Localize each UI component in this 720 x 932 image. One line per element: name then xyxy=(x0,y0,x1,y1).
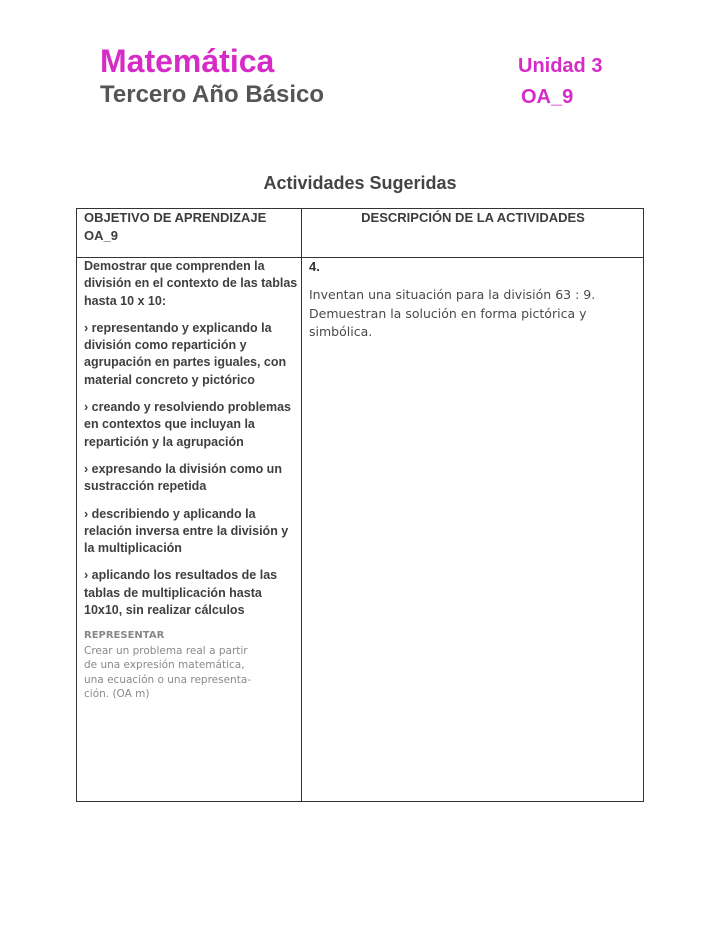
objective-header-code: OA_9 xyxy=(84,228,118,243)
activity-description xyxy=(309,286,635,342)
skill-line: Crear un problema real a partir xyxy=(84,644,248,657)
objective-point: › describiendo y aplicando la relación inversa entre la división y la multiplicación xyxy=(84,506,289,556)
skill-line: una ecuación o una representa- xyxy=(84,673,252,686)
skill-line: ción. (OA m) xyxy=(84,688,150,701)
objective-point: › creando y resolviendo problemas en contextos que incluyan la repartición y la agrupación xyxy=(84,400,292,449)
objective-header-line: OBJETIVO DE APRENDIZAJE xyxy=(84,210,267,225)
objective-intro: Demostrar que comprenden la división en el contexto de las tablas hasta 10 x 10: xyxy=(84,259,298,308)
column-divider xyxy=(301,209,302,801)
objective-code-label: OA_9 xyxy=(521,86,574,108)
objective-cell xyxy=(84,258,298,702)
activities-table xyxy=(76,208,644,802)
objective-column-header xyxy=(84,209,294,245)
subject-title: Matemática xyxy=(100,43,275,79)
unit-label: Unidad 3 xyxy=(518,55,603,77)
grade-title: Tercero Año Básico xyxy=(100,81,325,108)
skill-note xyxy=(84,629,298,702)
section-heading: Actividades Sugeridas xyxy=(263,173,457,193)
skill-line: de una expresión matemática, xyxy=(84,659,245,672)
activity-line: Demuestran la solución en forma pictórica y xyxy=(309,305,587,321)
objective-point: › aplicando los resultados de las tablas de multiplicación hasta 10x10, sin realizar cálculos xyxy=(84,568,278,618)
activity-number: 4. xyxy=(309,259,320,274)
objective-point: › representando y explicando la división como repartición y agrupación en partes iguales, con material concreto y pictórico xyxy=(84,320,287,387)
objective-point: › expresando la división como un sustracción repetida xyxy=(84,461,282,494)
skill-title: REPRESENTAR xyxy=(84,630,165,642)
description-column-header: DESCRIPCIÓN DE LA ACTIVIDADES xyxy=(361,210,585,225)
activity-line: Inventan una situación para la división 63 : 9. xyxy=(309,287,596,302)
activity-line: simbólica. xyxy=(309,324,373,339)
description-cell xyxy=(309,258,635,342)
